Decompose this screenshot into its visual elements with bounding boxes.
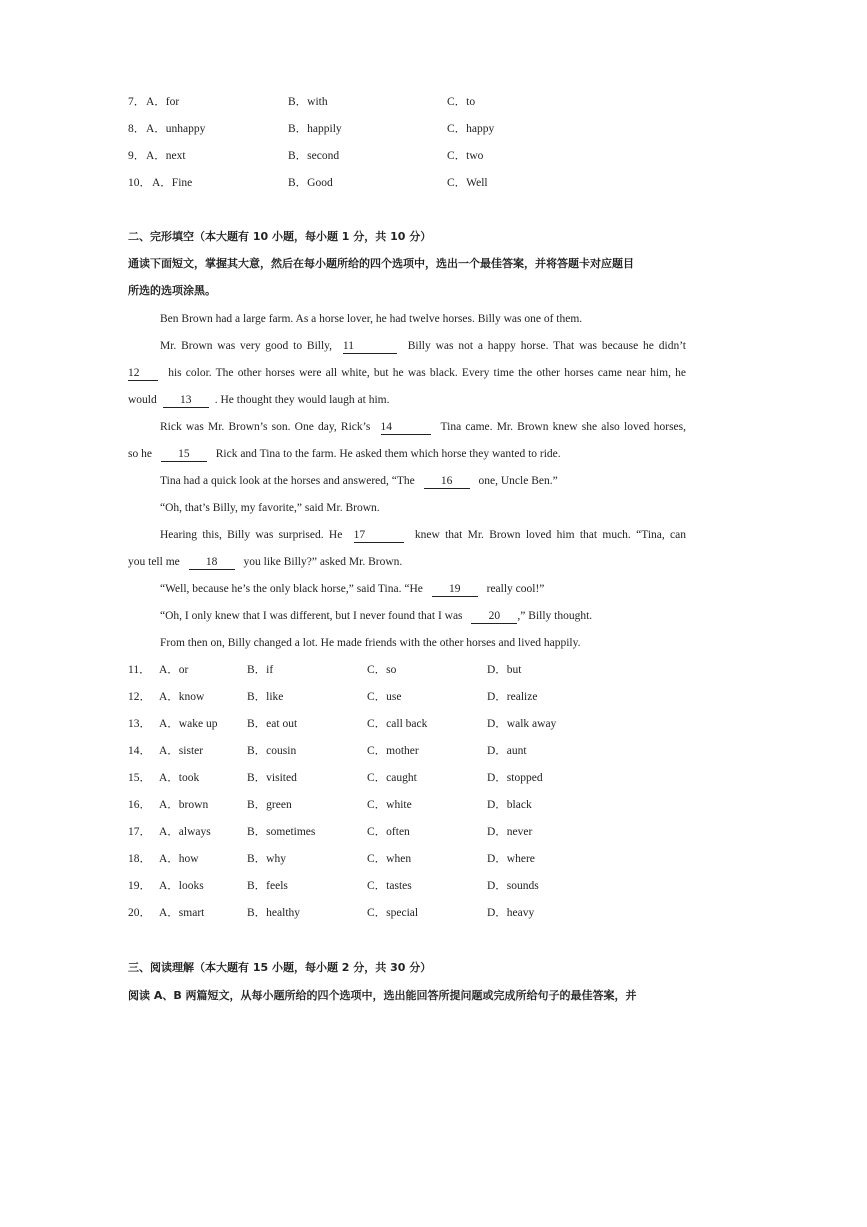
option-b: B．second xyxy=(288,150,340,162)
passage-line-8 xyxy=(128,500,686,516)
blank-18: 18 xyxy=(189,556,235,570)
option-a: A．next xyxy=(146,150,186,162)
question-10-options xyxy=(128,175,688,191)
question-number: 7． xyxy=(128,96,146,108)
passage-text: “Oh, that’s Billy, my favorite,” said Mr. Brown. xyxy=(160,502,380,514)
option-c: C．when xyxy=(367,853,412,865)
option-d: D．heavy xyxy=(487,907,535,919)
question-number: 9． xyxy=(128,150,146,162)
question-number: 16． xyxy=(128,799,151,811)
passage-text: Mr. Brown was very good to Billy, xyxy=(160,340,333,352)
passage-text: his color. The other horses were all white, but he was black. Every time the other horses came near him, he xyxy=(168,367,686,379)
question-9-options xyxy=(128,148,688,164)
question-options-row xyxy=(128,797,688,813)
option-d: D．where xyxy=(487,853,535,865)
passage-text: Ben Brown had a large farm. As a horse lover, he had twelve horses. Billy was one of them. xyxy=(160,313,583,325)
blank-13: 13 xyxy=(163,394,209,408)
passage-line-1 xyxy=(128,311,686,327)
section-2-instruction-line-1: 通读下面短文，掌握其大意，然后在每小题所给的四个选项中，选出一个最佳答案，并将答题卡对应题目 xyxy=(128,257,634,270)
option-d: D．but xyxy=(487,664,522,676)
question-7-options xyxy=(128,94,688,110)
passage-line-13 xyxy=(128,635,686,651)
passage-line-10 xyxy=(128,554,686,570)
passage-text: knew that Mr. Brown loved him that much. “Tina, can xyxy=(414,529,686,541)
option-a: A．always xyxy=(159,826,211,838)
option-c: C．call back xyxy=(367,718,428,730)
question-number: 11． xyxy=(128,664,151,676)
option-b: B．with xyxy=(288,96,328,108)
option-d: D．sounds xyxy=(487,880,539,892)
passage-text: you tell me xyxy=(128,556,180,568)
question-options-row xyxy=(128,743,688,759)
option-b: B．why xyxy=(247,853,286,865)
option-d: D．stopped xyxy=(487,772,543,784)
passage-text: . He thought they would laugh at him. xyxy=(214,394,390,406)
section-3-instruction-line-1: 阅读 A、B 两篇短文，从每小题所给的四个选项中，选出能回答所提问题或完成所给句子的最佳答案，并 xyxy=(128,989,637,1002)
question-8-options xyxy=(128,121,688,137)
question-number: 17． xyxy=(128,826,151,838)
passage-text: Tina had a quick look at the horses and answered, “The xyxy=(160,475,415,487)
question-number: 19． xyxy=(128,880,151,892)
option-c: C．use xyxy=(367,691,402,703)
option-a: A．know xyxy=(159,691,205,703)
option-c: C．white xyxy=(367,799,412,811)
option-c: C．so xyxy=(367,664,397,676)
question-number: 13． xyxy=(128,718,151,730)
blank-19: 19 xyxy=(432,583,478,597)
passage-text: one, Uncle Ben.” xyxy=(478,475,558,487)
option-c: C．Well xyxy=(447,177,488,189)
option-b: B．eat out xyxy=(247,718,298,730)
option-a: A．smart xyxy=(159,907,205,919)
passage-line-6 xyxy=(128,446,686,462)
question-options-row xyxy=(128,878,688,894)
passage-text: so he xyxy=(128,448,152,460)
option-b: B．sometimes xyxy=(247,826,316,838)
passage-text: Rick and Tina to the farm. He asked them which horse they wanted to ride. xyxy=(215,448,561,460)
option-d: D．black xyxy=(487,799,532,811)
option-a: A．brown xyxy=(159,799,209,811)
option-c: C．to xyxy=(447,96,476,108)
option-b: B．cousin xyxy=(247,745,297,757)
blank-17: 17 xyxy=(354,529,404,543)
option-d: D．aunt xyxy=(487,745,527,757)
passage-line-11 xyxy=(128,581,686,597)
blank-12: 12 xyxy=(128,367,158,381)
passage-text: you like Billy?” asked Mr. Brown. xyxy=(243,556,403,568)
section-2-heading: 二、完形填空（本大题有 10 小题，每小题 1 分，共 10 分） xyxy=(128,230,432,243)
passage-line-9 xyxy=(128,527,686,543)
question-number: 20． xyxy=(128,907,151,919)
option-b: B．healthy xyxy=(247,907,301,919)
option-c: C．mother xyxy=(367,745,419,757)
passage-text: “Well, because he’s the only black horse,” said Tina. “He xyxy=(160,583,423,595)
passage-text: Rick was Mr. Brown’s son. One day, Rick’s xyxy=(160,421,371,433)
passage-text: really cool!” xyxy=(486,583,545,595)
option-a: A．for xyxy=(146,96,180,108)
question-options-row xyxy=(128,662,688,678)
passage-line-5 xyxy=(128,419,686,435)
option-b: B．feels xyxy=(247,880,288,892)
question-options-row xyxy=(128,770,688,786)
option-a: A．or xyxy=(159,664,189,676)
question-number: 14． xyxy=(128,745,151,757)
option-b: B．happily xyxy=(288,123,342,135)
option-a: A．how xyxy=(159,853,199,865)
passage-line-3 xyxy=(128,365,686,381)
option-a: A．sister xyxy=(159,745,204,757)
blank-15: 15 xyxy=(161,448,207,462)
question-options-row xyxy=(128,824,688,840)
option-c: C．caught xyxy=(367,772,417,784)
passage-text: Tina came. Mr. Brown knew she also loved horses, xyxy=(440,421,686,433)
passage-text: Billy was not a happy horse. That was because he didn’t xyxy=(407,340,687,352)
passage-line-12 xyxy=(128,608,686,624)
option-a: A．unhappy xyxy=(146,123,206,135)
option-a: A．looks xyxy=(159,880,204,892)
question-number: 18． xyxy=(128,853,151,865)
option-c: C．tastes xyxy=(367,880,412,892)
question-options-row xyxy=(128,689,688,705)
question-number: 8． xyxy=(128,123,146,135)
option-c: C．special xyxy=(367,907,419,919)
option-c: C．often xyxy=(367,826,410,838)
option-b: B．green xyxy=(247,799,292,811)
blank-16: 16 xyxy=(424,475,470,489)
question-options-row xyxy=(128,905,688,921)
passage-text: “Oh, I only knew that I was different, but I never found that I was xyxy=(160,610,463,622)
blank-14: 14 xyxy=(381,421,431,435)
blank-11: 11 xyxy=(343,340,397,354)
passage-line-2 xyxy=(128,338,686,354)
option-b: B．if xyxy=(247,664,274,676)
option-b: B．Good xyxy=(288,177,333,189)
option-a: A．took xyxy=(159,772,200,784)
option-c: C．happy xyxy=(447,123,495,135)
passage-line-7 xyxy=(128,473,686,489)
question-options-row xyxy=(128,716,688,732)
option-b: B．like xyxy=(247,691,284,703)
passage-text: From then on, Billy changed a lot. He made friends with the other horses and lived happily. xyxy=(160,637,581,649)
option-a: A．wake up xyxy=(159,718,218,730)
option-d: D．realize xyxy=(487,691,538,703)
passage-text: would xyxy=(128,394,157,406)
option-b: B．visited xyxy=(247,772,297,784)
question-number: 10． xyxy=(128,177,151,189)
option-c: C．two xyxy=(447,150,484,162)
blank-20: 20 xyxy=(471,610,517,624)
passage-line-4 xyxy=(128,392,686,408)
question-options-row xyxy=(128,851,688,867)
option-d: D．never xyxy=(487,826,533,838)
question-number: 12． xyxy=(128,691,151,703)
passage-text: Hearing this, Billy was surprised. He xyxy=(160,529,343,541)
option-a: A．Fine xyxy=(152,177,193,189)
section-3-heading: 三、阅读理解（本大题有 15 小题，每小题 2 分，共 30 分） xyxy=(128,961,432,974)
question-number: 15． xyxy=(128,772,151,784)
option-d: D．walk away xyxy=(487,718,557,730)
section-2-instruction-line-2: 所选的选项涂黑。 xyxy=(128,284,216,297)
passage-text: ,” Billy thought. xyxy=(517,610,593,622)
